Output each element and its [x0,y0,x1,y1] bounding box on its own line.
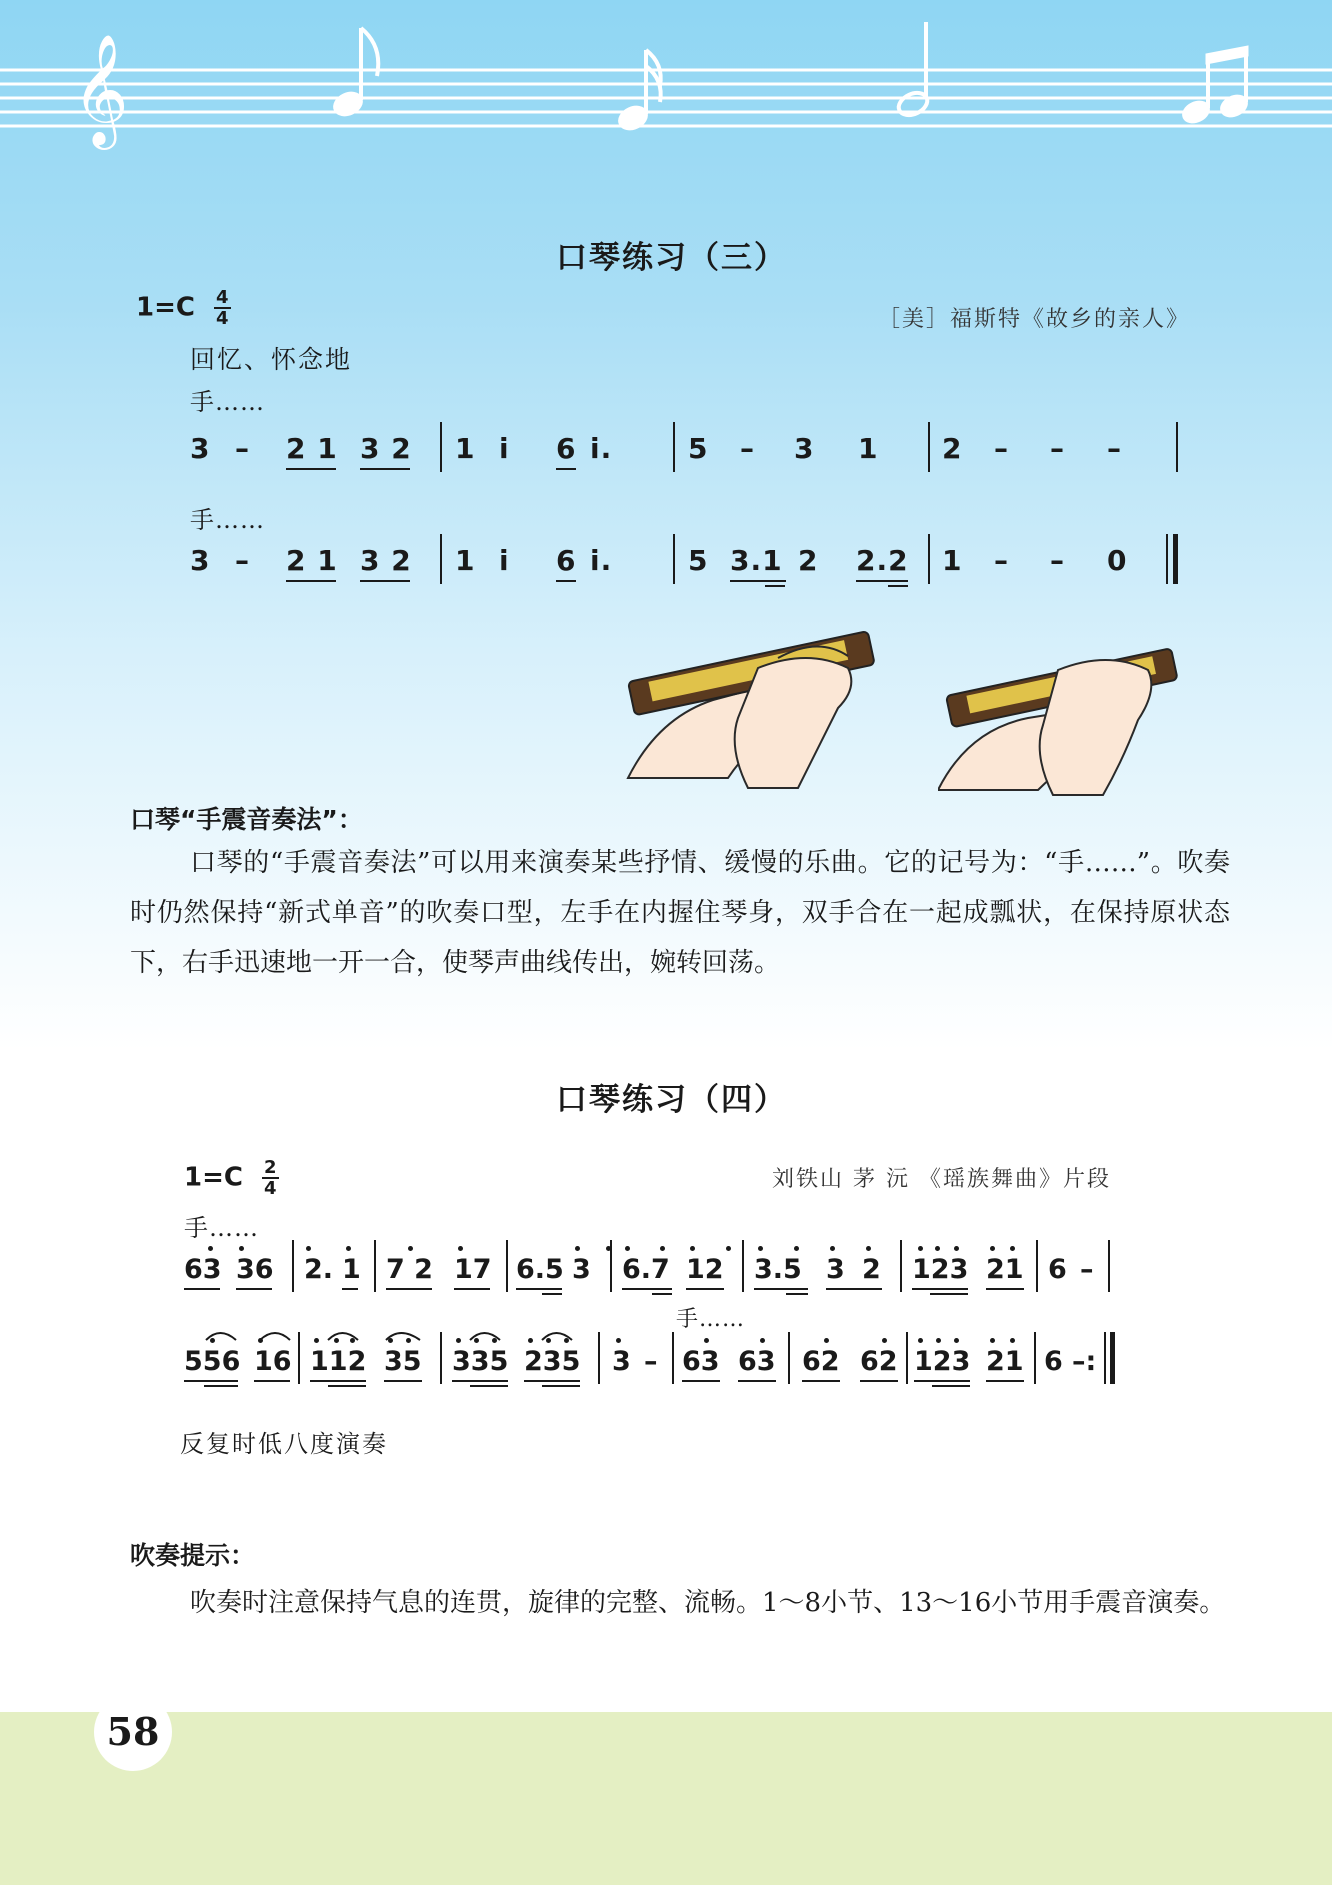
harmonica-hands-illustration-2 [938,640,1188,800]
note: – [1050,544,1065,577]
vibrato-mark: 手…… [190,388,265,416]
slur-marks [0,1318,1332,1348]
note: 36 [236,1254,274,1285]
note: 1 [342,1254,361,1285]
note: 3 [612,1346,631,1377]
vibrato-mark: 手…… [190,506,265,534]
sixteenth-note-icon [615,50,661,134]
note: – [235,544,250,577]
note: 6 [1044,1346,1063,1377]
note: – [1107,432,1122,465]
eighth-note-icon [330,28,379,120]
note: –: [1072,1346,1097,1377]
note: 62 [802,1346,840,1377]
note: i [499,432,510,465]
beamed-notes-icon [1179,46,1251,127]
music-staff-decoration [0,0,1332,150]
note: 123 [912,1254,969,1285]
note: 3 2 [360,432,412,465]
note: 6.5 [516,1254,564,1285]
note: – [994,544,1009,577]
vibrato-mark: 手…… [676,1307,746,1332]
note: 6 [1048,1254,1067,1285]
note: 7 2 [386,1254,433,1285]
note: 1 [858,432,879,465]
note: 3.1 [730,544,783,577]
note: 0 [1107,544,1128,577]
note: 556 [184,1346,241,1377]
note: 21 [986,1346,1024,1377]
note: 62 [860,1346,898,1377]
note: – [1080,1254,1094,1285]
vibrato-mark: 手…… [184,1214,259,1242]
time-signature: $\frac{2}{4}$ [264,1157,277,1199]
note: 3 [572,1254,591,1285]
note: 123 [914,1346,971,1377]
note: 2. [304,1254,334,1285]
key-label: 1=C [136,292,195,323]
note: 3 [190,544,211,577]
note: 2 1 [286,544,338,577]
exercise-3-credit: ［美］福斯特《故乡的亲人》 [878,307,1191,332]
note: 1 [455,544,476,577]
note: 3 [190,432,211,465]
note: – [1050,432,1065,465]
note: 112 [310,1346,367,1377]
page-number: 58 [94,1693,172,1771]
svg-text:𝄞: 𝄞 [72,33,129,145]
note: 63 [738,1346,776,1377]
exercise-3-key-signature [136,288,231,328]
note: 1 [455,432,476,465]
vibrato-technique-paragraph: 口琴的“手震音奏法”可以用来演奏某些抒情、缓慢的乐曲。它的记号为：“手……”。吹奏时仍然保持“新式单音”的吹奏口型，左手在内握住琴身，双手合在一起成瓢状，在保持原状态下，右手迅速地一开一合，使琴声曲线传出，婉转回荡。 [130,848,1230,978]
time-signature: $\frac{4}{4}$ [216,287,229,329]
note: 63 [682,1346,720,1377]
note: 3 [794,432,815,465]
note: i [499,544,510,577]
note: 2 [862,1254,881,1285]
note: 35 [384,1346,422,1377]
exercise-4-credit: 刘铁山 茅 沅 《瑶族舞曲》片段 [772,1167,1111,1192]
repeat-instruction: 反复时低八度演奏 [180,1430,388,1458]
key-label: 1=C [184,1162,243,1193]
note: 6 [556,432,577,465]
note: 17 [454,1254,492,1285]
exercise-4-title: 口琴练习（四） [556,1082,787,1118]
note: 12 [686,1254,724,1285]
treble-clef-icon [72,33,129,150]
note: i. [590,432,613,465]
note: 2 1 [286,432,338,465]
note: 21 [986,1254,1024,1285]
note: 2 [942,432,963,465]
note: 16 [254,1346,292,1377]
note: i. [590,544,613,577]
exercise-3-title: 口琴练习（三） [556,240,787,276]
note: 2 [798,544,819,577]
harmonica-hands-illustration-1 [618,628,888,798]
note: 5 [688,544,709,577]
playing-tips-heading: 吹奏提示： [130,1541,256,1570]
note: 335 [452,1346,509,1377]
note: 3.5 [754,1254,802,1285]
note: 3 2 [360,544,412,577]
note: 3 [826,1254,845,1285]
vibrato-technique-heading: 口琴“手震音奏法”： [130,805,363,834]
note: – [644,1346,658,1377]
note: – [994,432,1009,465]
note: 235 [524,1346,581,1377]
playing-tips-paragraph: 吹奏时注意保持气息的连贯，旋律的完整、流畅。1～8小节、13～16小节用手震音演奏。 [190,1588,1226,1618]
exercise-4-key-signature [184,1158,279,1198]
note: – [235,432,250,465]
footer-band [0,1712,1332,1885]
note: 1 [942,544,963,577]
note: 6.7 [622,1254,670,1285]
note: – [740,432,755,465]
expression-marking: 回忆、怀念地 [190,345,353,374]
note: 6 [556,544,577,577]
note: 2.2 [856,544,909,577]
note: 5 [688,432,709,465]
note: 63 [184,1254,222,1285]
